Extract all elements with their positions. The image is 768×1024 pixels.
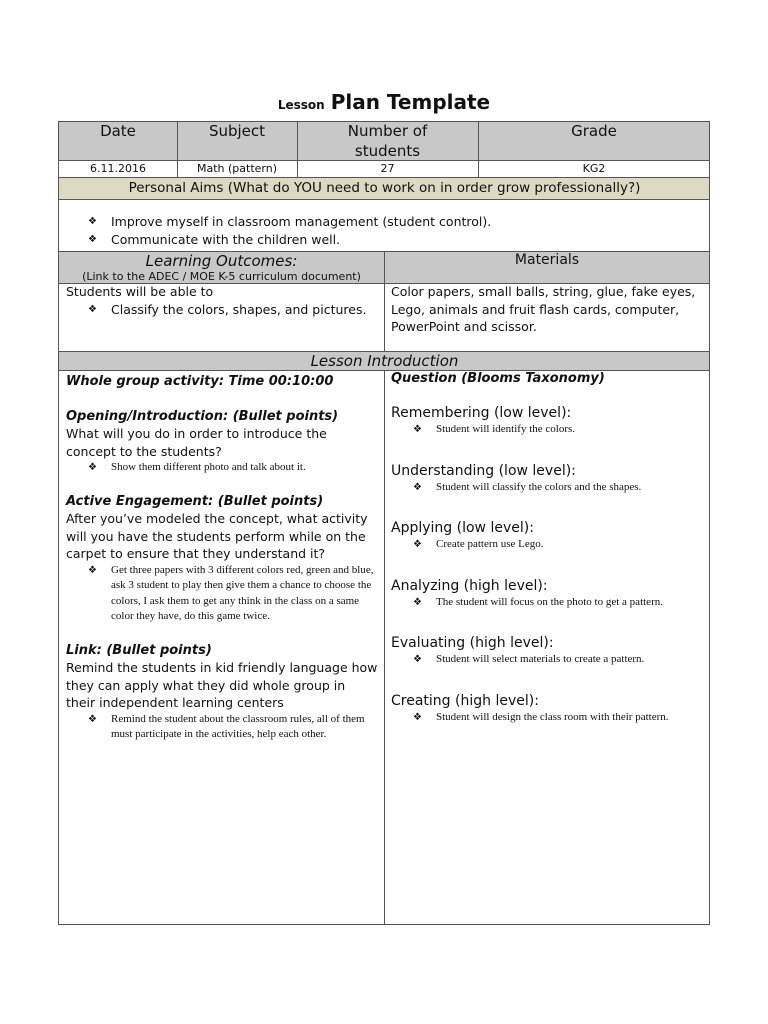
link-item: Remind the student about the classroom rules, all of them must participate in the activities, help each other. (111, 712, 365, 740)
diamond-bullet-icon: ❖ (413, 654, 422, 665)
info-students: 27 (380, 162, 395, 175)
list-item (66, 301, 381, 319)
opening-heading: Opening/Introduction: (Bullet points) (66, 408, 339, 424)
grid-line (384, 251, 385, 351)
link-heading: Link: (Bullet points) (66, 642, 212, 658)
level-applying: Applying (low level): (391, 520, 534, 536)
level-creating: Creating (high level): (391, 692, 539, 709)
list-item (66, 231, 706, 249)
list-item (66, 712, 378, 743)
grid-line (58, 160, 710, 161)
list-item (391, 652, 707, 668)
grid-line (297, 121, 298, 178)
header-date: Date (100, 122, 136, 140)
level-item: The student will focus on the photo to get a pattern. (436, 595, 663, 608)
grid-line (58, 121, 710, 122)
level-item: Student will select materials to create a pattern. (436, 653, 645, 665)
grid-line (177, 121, 178, 178)
lesson-intro-heading: Lesson Introduction (310, 352, 459, 370)
level-understanding: Understanding (low level): (391, 462, 576, 479)
list-item (391, 422, 707, 438)
header-grade: Grade (571, 122, 617, 140)
list-item (66, 213, 706, 231)
grid-line (58, 177, 710, 178)
level-item: Student will classify the colors and the shapes. (436, 480, 642, 493)
level-item: Student will identify the colors. (436, 423, 576, 435)
grid-line (709, 121, 710, 925)
grid-line (58, 199, 710, 200)
document-title (0, 90, 768, 114)
info-date: 6.11.2016 (90, 162, 146, 175)
level-evaluating: Evaluating (high level): (391, 635, 554, 651)
list-item (66, 563, 378, 625)
personal-aims-heading: Personal Aims (What do YOU need to work on in order grow professionally?) (128, 180, 641, 196)
grid-line (58, 351, 710, 352)
grid-line (478, 121, 479, 178)
grid-line (384, 370, 385, 925)
lesson-intro-right (391, 371, 707, 725)
personal-aim-text: Communicate with the children well. (111, 231, 341, 247)
diamond-bullet-icon: ❖ (413, 596, 422, 608)
diamond-bullet-icon: ❖ (413, 539, 422, 550)
diamond-bullet-icon: ❖ (413, 424, 422, 435)
header-subject: Subject (208, 122, 266, 140)
opening-text: What will you do in order to introduce the concept to the students? (66, 426, 327, 459)
list-item (391, 595, 707, 611)
diamond-bullet-icon: ❖ (88, 564, 97, 576)
learning-outcomes-intro: Students will be able to (66, 284, 214, 299)
header-students: Number of students (347, 122, 428, 160)
title-big: Plan Template (330, 90, 491, 114)
question-heading: Question (Blooms Taxonomy) (391, 371, 605, 386)
list-item (391, 480, 707, 496)
opening-item: Show them different photo and talk about it. (111, 461, 306, 473)
diamond-bullet-icon: ❖ (413, 481, 422, 493)
title-small: Lesson (277, 98, 325, 112)
whole-group-activity: Whole group activity: Time 00:10:00 (66, 374, 334, 389)
personal-aim-text: Improve myself in classroom management (student control). (111, 214, 492, 229)
outcome-text: Classify the colors, shapes, and pictures. (111, 301, 367, 317)
personal-aims-list (66, 213, 706, 248)
learning-outcomes-header (59, 252, 384, 283)
info-grade: KG2 (582, 162, 606, 175)
engagement-heading: Active Engagement: (Bullet points) (66, 493, 324, 509)
diamond-bullet-icon: ❖ (88, 462, 97, 473)
list-item (391, 537, 707, 553)
level-remembering: Remembering (low level): (391, 405, 572, 421)
diamond-bullet-icon: ❖ (88, 303, 97, 315)
diamond-bullet-icon: ❖ (88, 233, 97, 245)
level-item: Create pattern use Lego. (436, 538, 544, 550)
engagement-text: After you’ve modeled the concept, what activity will you have the students perform while on the carpet to ensure that they understand it? (66, 511, 368, 561)
grid-line (58, 121, 59, 925)
level-analyzing: Analyzing (high level): (391, 577, 548, 594)
list-item (66, 460, 378, 476)
learning-outcomes-sub: (Link to the ADEC / MOE K-5 curriculum document) (82, 270, 361, 283)
level-item: Student will design the class room with their pattern. (436, 710, 669, 723)
list-item (391, 710, 707, 726)
learning-outcomes-content (66, 283, 381, 318)
learning-outcomes-heading: Learning Outcomes: (145, 252, 298, 270)
engagement-item: Get three papers with 3 different colors red, green and blue, ask 3 student to play then give them a chance to choose the colors, I ask them to get any think in the class on a same color they have, do this game twice. (111, 563, 374, 622)
diamond-bullet-icon: ❖ (413, 711, 422, 723)
diamond-bullet-icon: ❖ (88, 713, 97, 725)
diamond-bullet-icon: ❖ (88, 216, 97, 227)
link-text: Remind the students in kid friendly language how they can apply what they did whole group in their independent learning centers (66, 660, 378, 710)
lesson-intro-left (66, 371, 378, 743)
info-subject: Math (pattern) (196, 162, 277, 175)
materials-heading: Materials (514, 252, 580, 268)
materials-text: Color papers, small balls, string, glue, fake eyes, Lego, animals and fruit flash cards, computer, PowerPoint and scissor. (391, 284, 696, 334)
